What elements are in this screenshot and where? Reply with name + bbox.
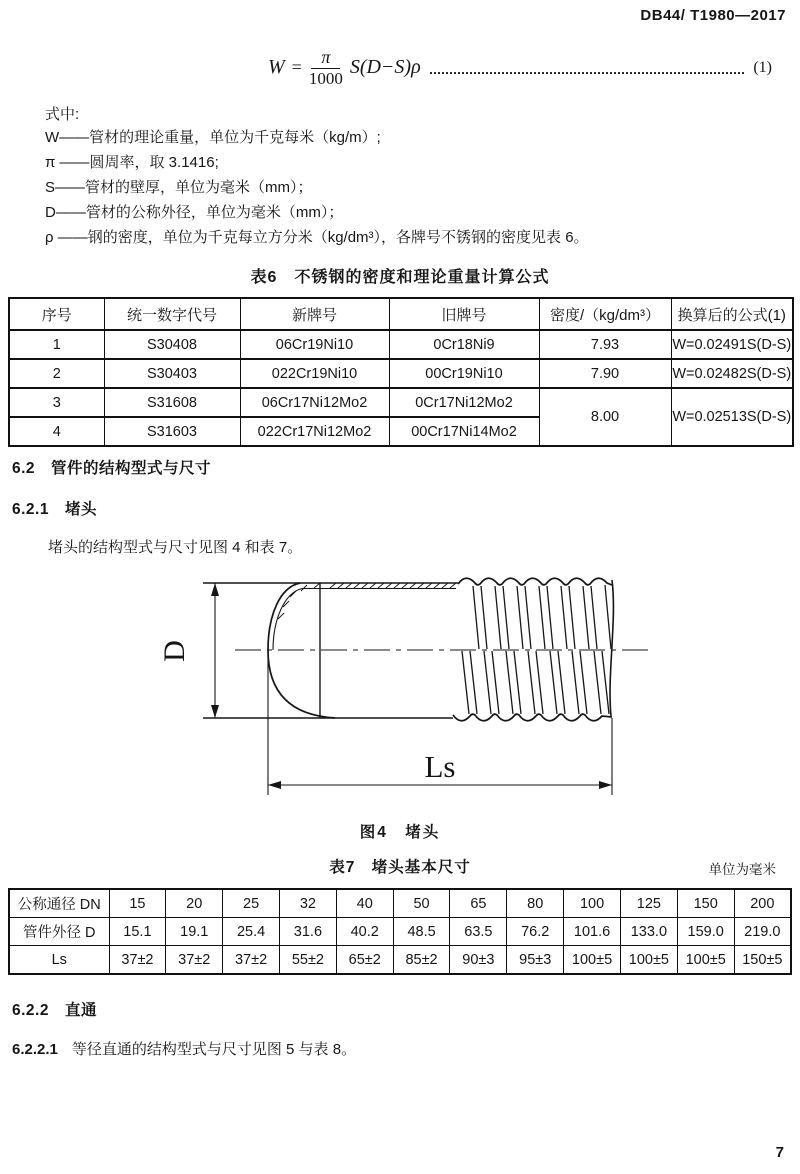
table-cell: 40 xyxy=(336,889,393,918)
dim-ls-label: Ls xyxy=(424,749,456,784)
table6-header-row xyxy=(9,298,793,330)
table-cell: 100±5 xyxy=(677,946,734,975)
table-cell: 2 xyxy=(9,359,104,388)
table-row xyxy=(9,889,791,918)
table-cell: 133.0 xyxy=(620,918,677,946)
definition-item: π ——圆周率，取 3.1416; xyxy=(45,154,219,171)
table-cell: 80 xyxy=(507,889,564,918)
table-row xyxy=(9,918,791,946)
table-cell: 00Cr19Ni10 xyxy=(389,359,539,388)
table-cell: 20 xyxy=(166,889,223,918)
table-row xyxy=(9,330,793,359)
table-cell: 1 xyxy=(9,330,104,359)
table-cell: 85±2 xyxy=(393,946,450,975)
table6-header-cell: 旧牌号 xyxy=(389,298,539,330)
table7-row-header: 管件外径 D xyxy=(9,918,109,946)
table-row xyxy=(9,359,793,388)
table-cell: 55±2 xyxy=(279,946,336,975)
definition-item: ρ ——钢的密度，单位为千克每立方分米（kg/dm³），各牌号不锈钢的密度见表 6。 xyxy=(45,229,589,246)
table-cell: 100 xyxy=(564,889,621,918)
table-cell: 159.0 xyxy=(677,918,734,946)
table7-title: 表7 堵头基本尺寸 xyxy=(329,859,471,876)
table-cell: 3 xyxy=(9,388,104,417)
table-cell: 37±2 xyxy=(223,946,280,975)
fraction-denominator: 1000 xyxy=(308,68,343,88)
doc-code: DB44/ T1980—2017 xyxy=(640,7,786,24)
table-cell: 4 xyxy=(9,417,104,446)
table-cell: 25 xyxy=(223,889,280,918)
definition-item: D——管材的公称外径，单位为毫米（mm）； xyxy=(45,204,344,221)
table-cell: 00Cr17Ni14Mo2 xyxy=(389,417,539,446)
table-cell: 48.5 xyxy=(393,918,450,946)
table7-row-header: Ls xyxy=(9,946,109,975)
table7-unit-note: 单位为毫米 xyxy=(708,862,776,877)
table6-title: 表6 不锈钢的密度和理论重量计算公式 xyxy=(250,269,550,286)
table-cell: 7.93 xyxy=(539,330,671,359)
table-cell: 95±3 xyxy=(507,946,564,975)
table-cell: 76.2 xyxy=(507,918,564,946)
table-cell: S30408 xyxy=(104,330,240,359)
table7 xyxy=(8,888,792,975)
table-cell: 37±2 xyxy=(109,946,166,975)
table7-title-row xyxy=(0,855,800,875)
table6-header-cell: 统一数字代号 xyxy=(104,298,240,330)
table-cell-merged: W=0.02513S(D-S) xyxy=(671,388,793,446)
table7-row-header: 公称通径 DN xyxy=(9,889,109,918)
formula-lhs: W xyxy=(268,56,285,79)
table-cell: 06Cr17Ni12Mo2 xyxy=(240,388,389,417)
table-cell: 25.4 xyxy=(223,918,280,946)
formula-equals: = xyxy=(291,57,302,78)
definitions-intro: 式中: xyxy=(45,106,80,123)
table-cell: 219.0 xyxy=(734,918,791,946)
formula-rhs: S(D−S)ρ xyxy=(349,56,421,79)
table-cell: 101.6 xyxy=(564,918,621,946)
symbol-definitions xyxy=(45,103,780,251)
table-cell: 40.2 xyxy=(336,918,393,946)
table-cell: 65 xyxy=(450,889,507,918)
fraction-numerator: π xyxy=(311,48,340,69)
table-cell: W=0.02482S(D-S) xyxy=(671,359,793,388)
table-cell: S31608 xyxy=(104,388,240,417)
clause-number: 6.2.2.1 xyxy=(12,1041,58,1058)
table-cell: W=0.02491S(D-S) xyxy=(671,330,793,359)
table-cell: S30403 xyxy=(104,359,240,388)
table-cell: 15.1 xyxy=(109,918,166,946)
table-cell: 0Cr17Ni12Mo2 xyxy=(389,388,539,417)
table-cell: 63.5 xyxy=(450,918,507,946)
formula-fraction xyxy=(309,48,343,88)
formula-1 xyxy=(268,48,772,88)
table-cell: 150±5 xyxy=(734,946,791,975)
table6 xyxy=(8,297,794,447)
table-cell: 15 xyxy=(109,889,166,918)
table-cell: 19.1 xyxy=(166,918,223,946)
section-6-2-2-1 xyxy=(12,1038,356,1059)
table-cell: 50 xyxy=(393,889,450,918)
table-cell: 90±3 xyxy=(450,946,507,975)
table-cell-merged: 8.00 xyxy=(539,388,671,446)
table6-header-cell: 新牌号 xyxy=(240,298,389,330)
figure4-plug-technical-drawing xyxy=(140,565,660,815)
table6-header-cell: 密度/（kg/dm³） xyxy=(539,298,671,330)
table-cell: 32 xyxy=(279,889,336,918)
table-cell: 7.90 xyxy=(539,359,671,388)
definition-item: W——管材的理论重量，单位为千克每米（kg/m）; xyxy=(45,129,381,146)
table6-header-cell: 换算后的公式(1) xyxy=(671,298,793,330)
table6-header-cell: 序号 xyxy=(9,298,104,330)
table-row xyxy=(9,388,793,417)
table-cell: S31603 xyxy=(104,417,240,446)
table-cell: 100±5 xyxy=(564,946,621,975)
section-heading-6-2: 6.2 管件的结构型式与尺寸 xyxy=(12,460,212,477)
definition-item: S——管材的壁厚，单位为毫米（mm）； xyxy=(45,179,313,196)
table-cell: 37±2 xyxy=(166,946,223,975)
page-number: 7 xyxy=(775,1144,784,1161)
clause-text: 等径直通的结构型式与尺寸见图 5 与表 8。 xyxy=(71,1041,357,1058)
dim-d-label: D xyxy=(158,640,191,662)
table-cell: 022Cr17Ni12Mo2 xyxy=(240,417,389,446)
table-cell: 0Cr18Ni9 xyxy=(389,330,539,359)
table-cell: 65±2 xyxy=(336,946,393,975)
table-cell: 06Cr19Ni10 xyxy=(240,330,389,359)
table-cell: 100±5 xyxy=(620,946,677,975)
table-row xyxy=(9,946,791,975)
formula-number: (1) xyxy=(753,58,772,76)
dotted-leader xyxy=(430,72,745,74)
section-heading-6-2-2: 6.2.2 直通 xyxy=(12,1002,97,1019)
section-6-2-1-body: 堵头的结构型式与尺寸见图 4 和表 7。 xyxy=(48,539,303,556)
table-cell: 125 xyxy=(620,889,677,918)
section-heading-6-2-1: 6.2.1 堵头 xyxy=(12,501,97,518)
figure4-caption: 图4 堵头 xyxy=(359,824,441,841)
table-cell: 022Cr19Ni10 xyxy=(240,359,389,388)
table-cell: 200 xyxy=(734,889,791,918)
table-cell: 150 xyxy=(677,889,734,918)
table-cell: 31.6 xyxy=(279,918,336,946)
